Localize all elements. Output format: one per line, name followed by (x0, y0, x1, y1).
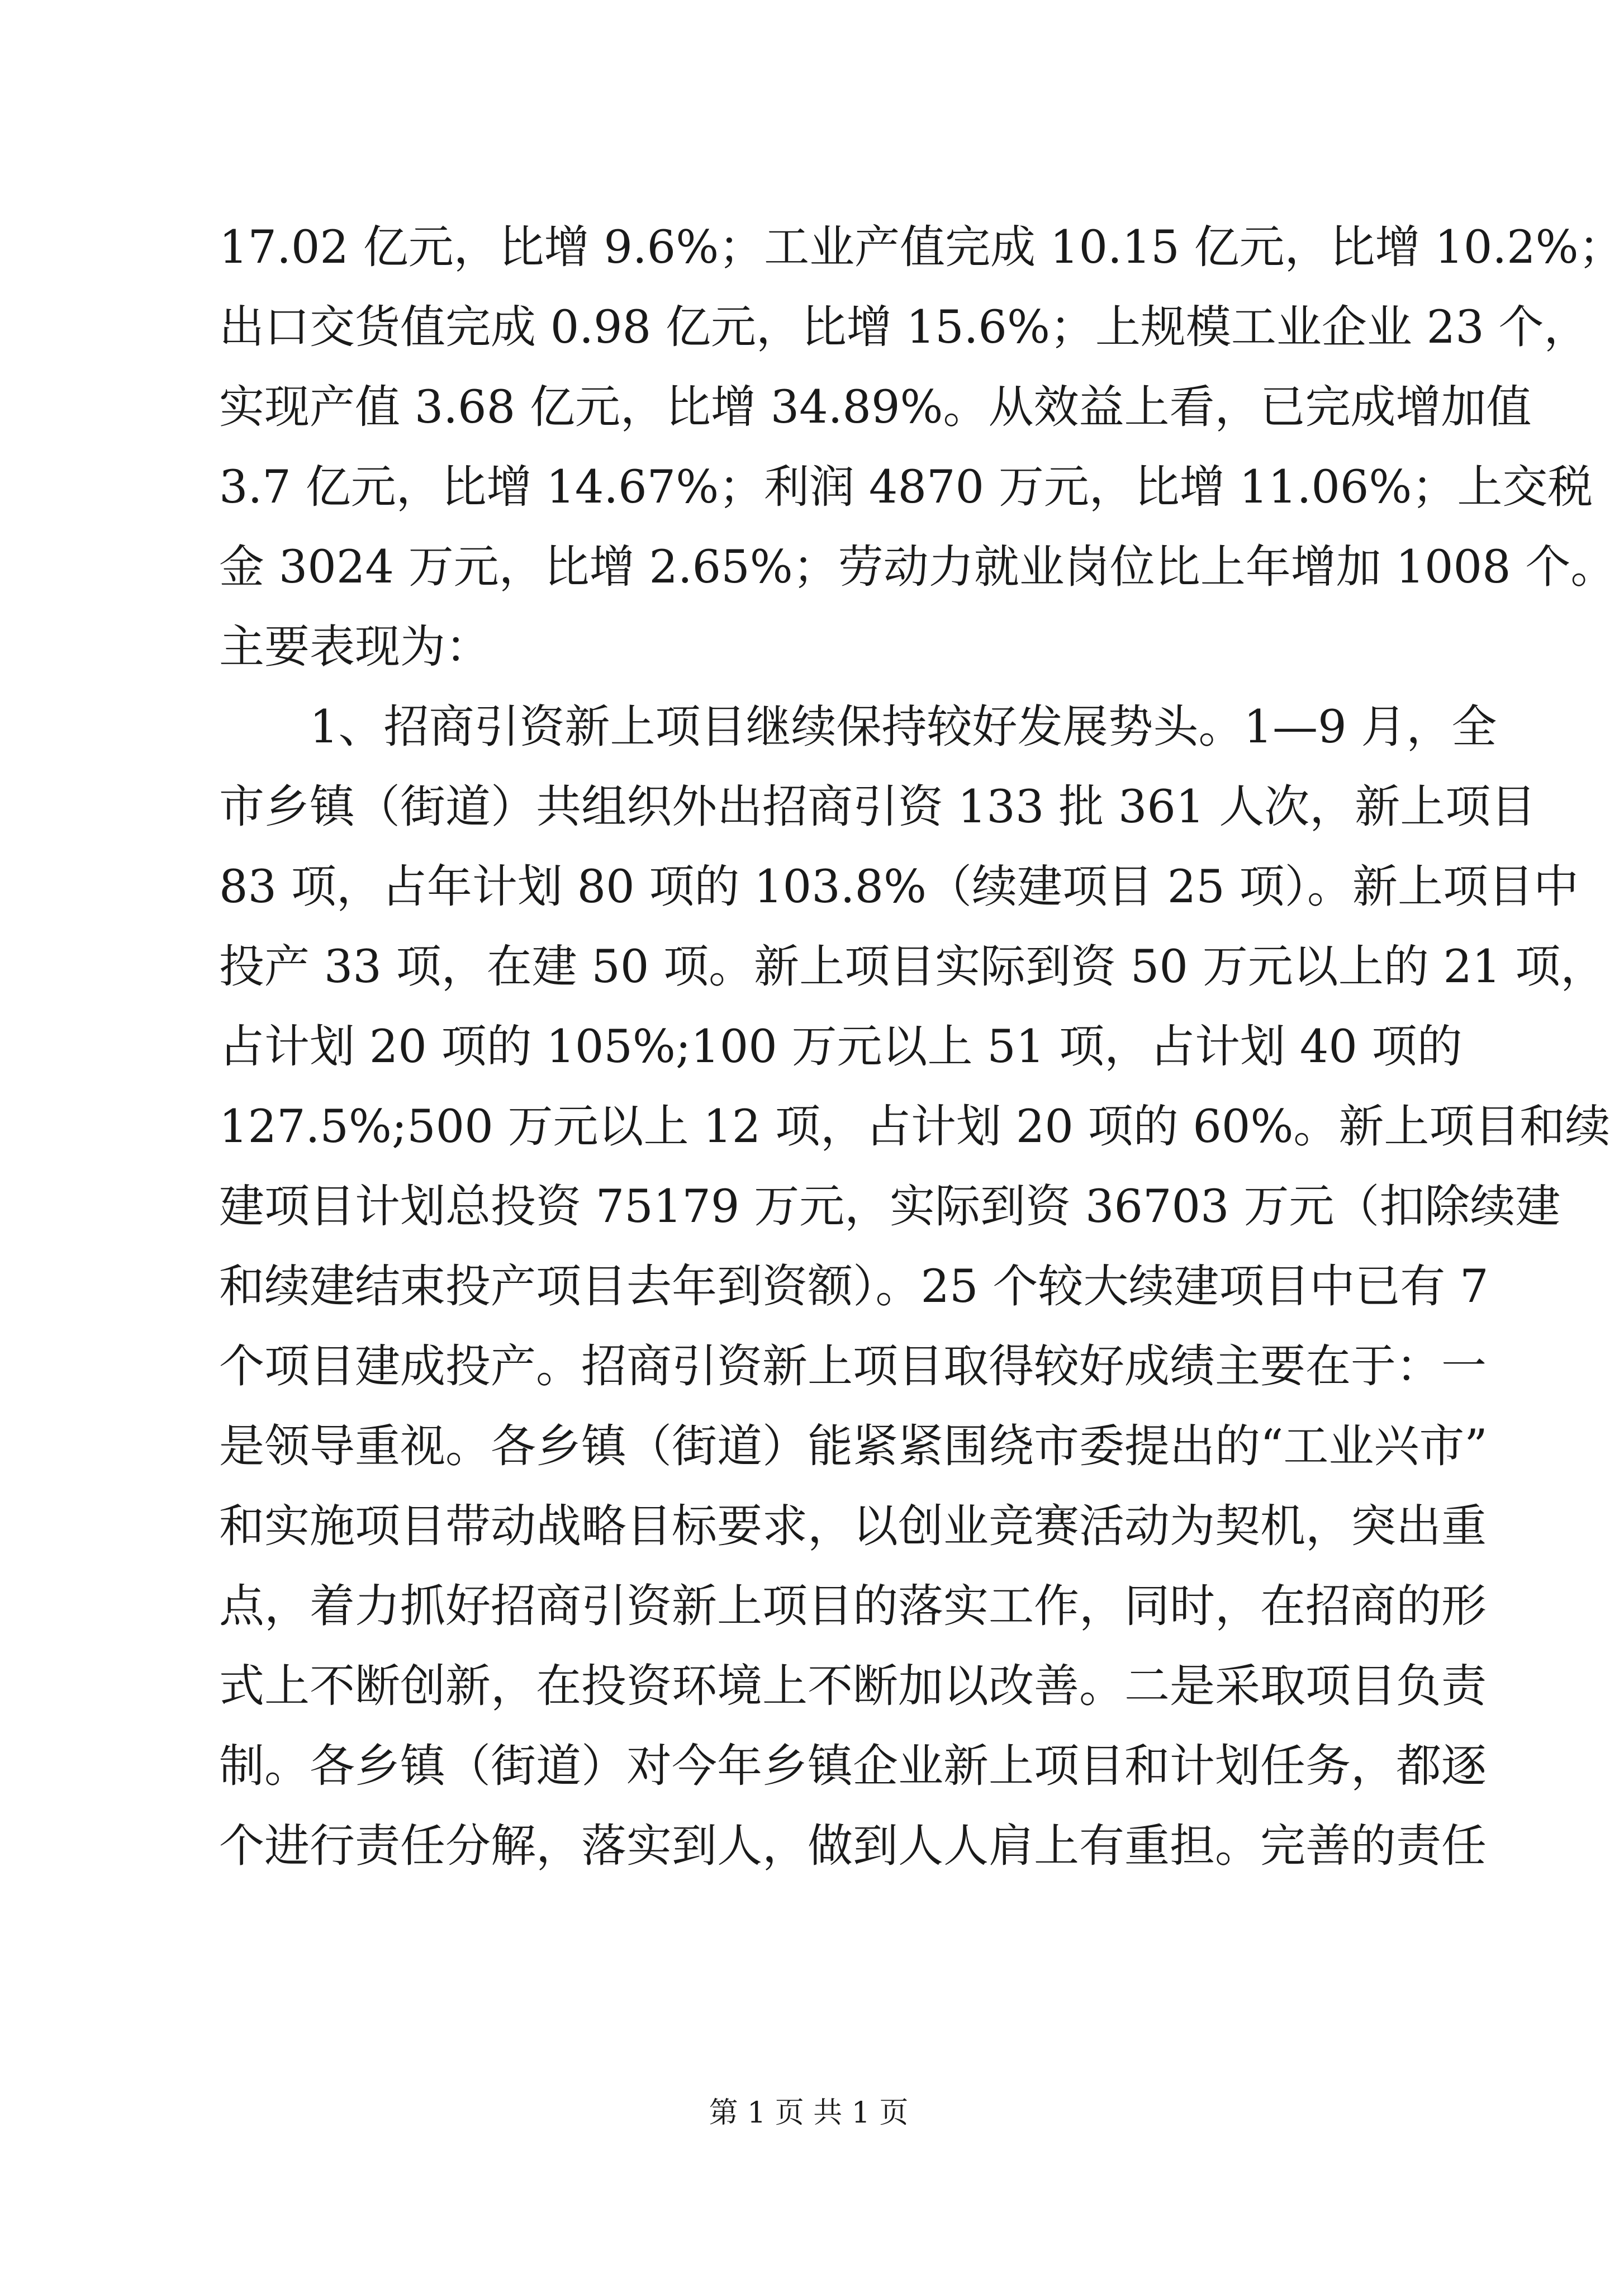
text-line: 市乡镇（街道）共组织外出招商引资 133 批 361 人次，新上项目 (219, 781, 1536, 833)
text-line: 制。各乡镇（街道）对今年乡镇企业新上项目和计划任务，都逐 (219, 1740, 1487, 1793)
text-line: 3.7 亿元，比增 14.67%；利润 4870 万元，比增 11.06%；上交税 (219, 461, 1593, 514)
page-number: 第 1 页 共 1 页 (709, 2096, 909, 2130)
text-line: 个项目建成投产。招商引资新上项目取得较好成绩主要在于：一 (219, 1340, 1487, 1393)
text-line: 点，着力抓好招商引资新上项目的落实工作，同时，在招商的形 (219, 1580, 1487, 1633)
text-line: 是领导重视。各乡镇（街道）能紧紧围绕市委提出的“工业兴市” (219, 1420, 1488, 1473)
text-line: 个进行责任分解，落实到人，做到人人肩上有重担。完善的责任 (219, 1820, 1487, 1873)
text-line: 17.02 亿元，比增 9.6%；工业产值完成 10.15 亿元，比增 10.2%； (219, 221, 1624, 274)
text-line: 1、招商引资新上项目继续保持较好发展势头。1—9 月，全 (310, 701, 1497, 754)
text-line: 出口交货值完成 0.98 亿元，比增 15.6%；上规模工业企业 23 个， (219, 301, 1589, 354)
body-text (219, 208, 1624, 1887)
text-line: 投产 33 项，在建 50 项。新上项目实际到资 50 万元以上的 21 项， (219, 941, 1606, 993)
text-line: 实现产值 3.68 亿元，比增 34.89%。从效益上看，已完成增加值 (219, 381, 1532, 434)
text-line: 式上不断创新，在投资环境上不断加以改善。二是采取项目负责 (219, 1660, 1487, 1713)
text-line: 金 3024 万元，比增 2.65%；劳动力就业岗位比上年增加 1008 个。 (219, 541, 1616, 594)
text-line: 建项目计划总投资 75179 万元，实际到资 36703 万元（扣除续建 (219, 1181, 1561, 1233)
text-line: 和实施项目带动战略目标要求，以创业竞赛活动为契机，突出重 (219, 1500, 1487, 1553)
page-footer (0, 2091, 1617, 2135)
text-line: 占计划 20 项的 105%;100 万元以上 51 项，占计划 40 项的 (219, 1021, 1462, 1073)
text-line: 主要表现为： (219, 621, 491, 674)
text-line: 127.5%;500 万元以上 12 项，占计划 20 项的 60%。新上项目和续 (219, 1101, 1611, 1153)
text-line: 83 项，占年计划 80 项的 103.8%（续建项目 25 项）。新上项目中 (219, 861, 1579, 913)
text-line: 和续建结束投产项目去年到资额）。25 个较大续建项目中已有 7 (219, 1261, 1489, 1313)
